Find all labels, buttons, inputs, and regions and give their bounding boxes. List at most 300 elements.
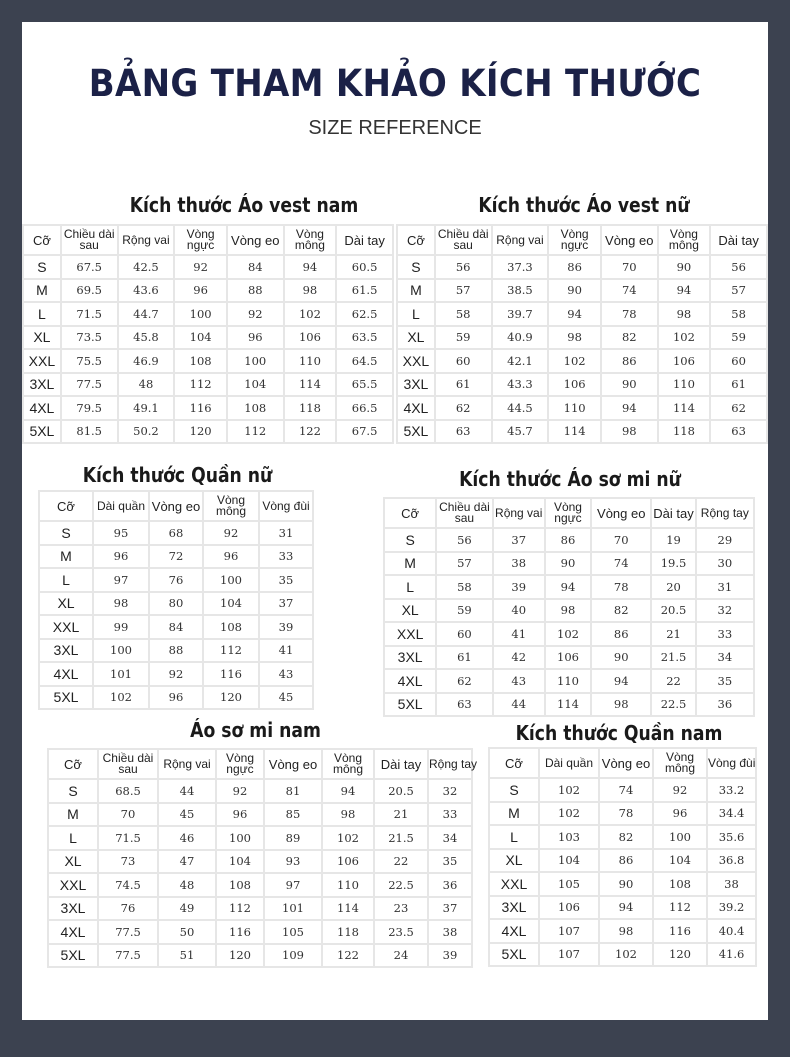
measurement-cell: 104 bbox=[204, 593, 258, 615]
measurement-cell: 102 bbox=[659, 327, 710, 349]
measurement-cell: 59 bbox=[436, 327, 491, 349]
table-row bbox=[385, 694, 753, 716]
measurement-cell: 20 bbox=[652, 576, 694, 598]
measurement-cell: 104 bbox=[228, 374, 283, 396]
measurement-cell: 102 bbox=[323, 827, 373, 849]
measurement-cell: 41.6 bbox=[708, 944, 755, 966]
measurement-cell: 98 bbox=[659, 303, 710, 325]
measurement-cell: 64.5 bbox=[337, 350, 392, 372]
table-header-row bbox=[24, 226, 392, 254]
table-row bbox=[398, 350, 766, 372]
measurement-cell: 67.5 bbox=[337, 421, 392, 443]
measurement-cell: 68.5 bbox=[99, 780, 157, 802]
measurement-cell: 92 bbox=[175, 256, 226, 278]
measurement-cell: 44 bbox=[494, 694, 544, 716]
measurement-cell: 112 bbox=[228, 421, 283, 443]
size-cell: M bbox=[49, 804, 97, 826]
measurement-cell: 35 bbox=[697, 670, 753, 692]
size-cell: 3XL bbox=[24, 374, 60, 396]
size-cell: L bbox=[398, 303, 434, 325]
measurement-cell: 105 bbox=[540, 873, 598, 895]
womens-vest-table bbox=[396, 224, 768, 444]
column-header: Vòng đùi bbox=[708, 749, 755, 777]
measurement-cell: 22.5 bbox=[375, 874, 427, 896]
measurement-cell: 108 bbox=[228, 397, 283, 419]
measurement-cell: 38.5 bbox=[493, 280, 548, 302]
size-cell: 4XL bbox=[385, 670, 435, 692]
measurement-cell: 98 bbox=[323, 804, 373, 826]
measurement-cell: 94 bbox=[592, 670, 650, 692]
measurement-cell: 90 bbox=[549, 280, 600, 302]
measurement-cell: 60.5 bbox=[337, 256, 392, 278]
table-header-row bbox=[49, 750, 471, 778]
measurement-cell: 77.5 bbox=[99, 921, 157, 943]
measurement-cell: 100 bbox=[175, 303, 226, 325]
measurement-cell: 100 bbox=[94, 640, 148, 662]
column-header: Dài tay bbox=[652, 499, 694, 527]
measurement-cell: 94 bbox=[659, 280, 710, 302]
size-cell: 3XL bbox=[40, 640, 92, 662]
measurement-cell: 101 bbox=[265, 898, 321, 920]
measurement-cell: 33 bbox=[429, 804, 471, 826]
measurement-cell: 41 bbox=[260, 640, 312, 662]
measurement-cell: 86 bbox=[600, 850, 652, 872]
measurement-cell: 90 bbox=[592, 647, 650, 669]
measurement-cell: 101 bbox=[94, 663, 148, 685]
measurement-cell: 118 bbox=[323, 921, 373, 943]
measurement-cell: 110 bbox=[546, 670, 590, 692]
measurement-cell: 94 bbox=[285, 256, 336, 278]
column-header: Chiều dài sau bbox=[439, 500, 490, 525]
size-cell: M bbox=[385, 553, 435, 575]
measurement-cell: 100 bbox=[204, 569, 258, 591]
mens-vest-title: Kích thước Áo vest nam bbox=[129, 193, 359, 217]
measurement-cell: 102 bbox=[540, 779, 598, 801]
measurement-cell: 70 bbox=[602, 256, 657, 278]
measurement-cell: 44 bbox=[159, 780, 215, 802]
measurement-cell: 90 bbox=[602, 374, 657, 396]
measurement-cell: 21.5 bbox=[375, 827, 427, 849]
measurement-cell: 96 bbox=[228, 327, 283, 349]
measurement-cell: 21 bbox=[375, 804, 427, 826]
measurement-cell: 96 bbox=[204, 546, 258, 568]
measurement-cell: 46 bbox=[159, 827, 215, 849]
measurement-cell: 106 bbox=[285, 327, 336, 349]
measurement-cell: 96 bbox=[654, 803, 706, 825]
measurement-cell: 73 bbox=[99, 851, 157, 873]
table-header-row bbox=[398, 226, 766, 254]
measurement-cell: 103 bbox=[540, 826, 598, 848]
measurement-cell: 108 bbox=[204, 616, 258, 638]
column-header: Vòng eo bbox=[228, 226, 283, 254]
mens-shirt-title: Áo sơ mi nam bbox=[190, 718, 321, 742]
size-cell: 3XL bbox=[398, 374, 434, 396]
measurement-cell: 50.2 bbox=[119, 421, 174, 443]
measurement-cell: 90 bbox=[659, 256, 710, 278]
table-row bbox=[49, 874, 471, 896]
measurement-cell: 47 bbox=[159, 851, 215, 873]
measurement-cell: 41 bbox=[494, 623, 544, 645]
table-row bbox=[385, 553, 753, 575]
measurement-cell: 82 bbox=[592, 600, 650, 622]
measurement-cell: 102 bbox=[94, 687, 148, 709]
column-header: Rộng vai bbox=[119, 226, 174, 254]
measurement-cell: 20.5 bbox=[652, 600, 694, 622]
size-cell: XL bbox=[24, 327, 60, 349]
column-header: Vòng mông bbox=[654, 749, 706, 777]
measurement-cell: 30 bbox=[697, 553, 753, 575]
measurement-cell: 74 bbox=[602, 280, 657, 302]
size-cell: S bbox=[385, 529, 435, 551]
measurement-cell: 114 bbox=[285, 374, 336, 396]
size-cell: M bbox=[490, 803, 538, 825]
measurement-cell: 63.5 bbox=[337, 327, 392, 349]
measurement-cell: 69.5 bbox=[62, 280, 117, 302]
table-row bbox=[490, 803, 755, 825]
measurement-cell: 32 bbox=[697, 600, 753, 622]
size-cell: L bbox=[24, 303, 60, 325]
table-row bbox=[490, 944, 755, 966]
column-header: Cỡ bbox=[24, 226, 60, 254]
measurement-cell: 43.6 bbox=[119, 280, 174, 302]
measurement-cell: 104 bbox=[540, 850, 598, 872]
column-header: Dài tay bbox=[711, 226, 766, 254]
table-row bbox=[24, 397, 392, 419]
measurement-cell: 19.5 bbox=[652, 553, 694, 575]
measurement-cell: 102 bbox=[546, 623, 590, 645]
measurement-cell: 108 bbox=[175, 350, 226, 372]
column-header: Vòng ngực bbox=[546, 499, 590, 527]
measurement-cell: 102 bbox=[285, 303, 336, 325]
size-cell: 3XL bbox=[385, 647, 435, 669]
measurement-cell: 36 bbox=[429, 874, 471, 896]
measurement-cell: 98 bbox=[546, 600, 590, 622]
table-row bbox=[398, 303, 766, 325]
measurement-cell: 112 bbox=[217, 898, 263, 920]
size-cell: 5XL bbox=[49, 945, 97, 967]
measurement-cell: 108 bbox=[654, 873, 706, 895]
measurement-cell: 114 bbox=[549, 421, 600, 443]
measurement-cell: 112 bbox=[175, 374, 226, 396]
size-cell: XXL bbox=[385, 623, 435, 645]
measurement-cell: 22 bbox=[652, 670, 694, 692]
column-header: Vòng eo bbox=[592, 499, 650, 527]
measurement-cell: 34.4 bbox=[708, 803, 755, 825]
size-cell: 3XL bbox=[49, 898, 97, 920]
size-cell: 4XL bbox=[24, 397, 60, 419]
measurement-cell: 22.5 bbox=[652, 694, 694, 716]
measurement-cell: 114 bbox=[546, 694, 590, 716]
measurement-cell: 70 bbox=[592, 529, 650, 551]
measurement-cell: 98 bbox=[285, 280, 336, 302]
measurement-cell: 60 bbox=[711, 350, 766, 372]
measurement-cell: 58 bbox=[437, 576, 491, 598]
size-cell: 5XL bbox=[24, 421, 60, 443]
size-cell: 5XL bbox=[490, 944, 538, 966]
measurement-cell: 67.5 bbox=[62, 256, 117, 278]
measurement-cell: 31 bbox=[697, 576, 753, 598]
measurement-cell: 66.5 bbox=[337, 397, 392, 419]
measurement-cell: 82 bbox=[602, 327, 657, 349]
measurement-cell: 116 bbox=[217, 921, 263, 943]
measurement-cell: 100 bbox=[217, 827, 263, 849]
measurement-cell: 57 bbox=[436, 280, 491, 302]
column-header: Rộng vai bbox=[494, 499, 544, 527]
measurement-cell: 20.5 bbox=[375, 780, 427, 802]
measurement-cell: 46.9 bbox=[119, 350, 174, 372]
table-row bbox=[385, 623, 753, 645]
table-row bbox=[24, 256, 392, 278]
mens-trousers-table bbox=[488, 747, 757, 967]
womens-trousers-table bbox=[38, 490, 314, 710]
measurement-cell: 89 bbox=[265, 827, 321, 849]
measurement-cell: 98 bbox=[94, 593, 148, 615]
measurement-cell: 59 bbox=[437, 600, 491, 622]
measurement-cell: 21 bbox=[652, 623, 694, 645]
column-header: Rộng tay bbox=[429, 750, 471, 778]
measurement-cell: 93 bbox=[265, 851, 321, 873]
size-cell: S bbox=[40, 522, 92, 544]
measurement-cell: 73.5 bbox=[62, 327, 117, 349]
table-row bbox=[49, 804, 471, 826]
measurement-cell: 60 bbox=[436, 350, 491, 372]
measurement-cell: 61 bbox=[437, 647, 491, 669]
measurement-cell: 37 bbox=[494, 529, 544, 551]
measurement-cell: 62 bbox=[437, 670, 491, 692]
measurement-cell: 32 bbox=[429, 780, 471, 802]
measurement-cell: 100 bbox=[654, 826, 706, 848]
measurement-cell: 106 bbox=[540, 897, 598, 919]
size-cell: XL bbox=[40, 593, 92, 615]
measurement-cell: 114 bbox=[659, 397, 710, 419]
table-row bbox=[398, 374, 766, 396]
measurement-cell: 74 bbox=[600, 779, 652, 801]
column-header: Dài quần bbox=[94, 492, 148, 520]
measurement-cell: 29 bbox=[697, 529, 753, 551]
measurement-cell: 61 bbox=[711, 374, 766, 396]
measurement-cell: 50 bbox=[159, 921, 215, 943]
measurement-cell: 71.5 bbox=[62, 303, 117, 325]
measurement-cell: 35 bbox=[260, 569, 312, 591]
measurement-cell: 84 bbox=[150, 616, 202, 638]
mens-vest-table bbox=[22, 224, 394, 444]
measurement-cell: 112 bbox=[204, 640, 258, 662]
size-cell: L bbox=[490, 826, 538, 848]
measurement-cell: 40.4 bbox=[708, 920, 755, 942]
measurement-cell: 62 bbox=[711, 397, 766, 419]
measurement-cell: 78 bbox=[602, 303, 657, 325]
size-cell: L bbox=[40, 569, 92, 591]
table-row bbox=[40, 522, 312, 544]
measurement-cell: 92 bbox=[217, 780, 263, 802]
measurement-cell: 22 bbox=[375, 851, 427, 873]
measurement-cell: 94 bbox=[549, 303, 600, 325]
table-row bbox=[398, 397, 766, 419]
measurement-cell: 42 bbox=[494, 647, 544, 669]
size-cell: 4XL bbox=[49, 921, 97, 943]
measurement-cell: 81 bbox=[265, 780, 321, 802]
column-header: Chiều dài sau bbox=[99, 750, 157, 778]
measurement-cell: 56 bbox=[437, 529, 491, 551]
measurement-cell: 49.1 bbox=[119, 397, 174, 419]
measurement-cell: 39 bbox=[494, 576, 544, 598]
measurement-cell: 43.3 bbox=[493, 374, 548, 396]
measurement-cell: 38 bbox=[429, 921, 471, 943]
table-header-row bbox=[385, 499, 753, 527]
measurement-cell: 102 bbox=[600, 944, 652, 966]
table-row bbox=[40, 663, 312, 685]
measurement-cell: 39 bbox=[429, 945, 471, 967]
measurement-cell: 96 bbox=[217, 804, 263, 826]
measurement-cell: 107 bbox=[540, 944, 598, 966]
mens-trousers-title: Kích thước Quần nam bbox=[515, 721, 723, 745]
column-header: Vòng ngực bbox=[175, 226, 226, 254]
measurement-cell: 106 bbox=[549, 374, 600, 396]
table-row bbox=[398, 256, 766, 278]
measurement-cell: 112 bbox=[654, 897, 706, 919]
table-row bbox=[385, 529, 753, 551]
measurement-cell: 60 bbox=[437, 623, 491, 645]
measurement-cell: 120 bbox=[175, 421, 226, 443]
size-cell: XXL bbox=[398, 350, 434, 372]
measurement-cell: 95 bbox=[94, 522, 148, 544]
measurement-cell: 118 bbox=[659, 421, 710, 443]
measurement-cell: 37.3 bbox=[493, 256, 548, 278]
measurement-cell: 42.1 bbox=[493, 350, 548, 372]
measurement-cell: 100 bbox=[228, 350, 283, 372]
column-header: Vòng eo bbox=[600, 749, 652, 777]
measurement-cell: 98 bbox=[600, 920, 652, 942]
table-row bbox=[385, 647, 753, 669]
measurement-cell: 35.6 bbox=[708, 826, 755, 848]
table-row bbox=[40, 546, 312, 568]
table-row bbox=[40, 593, 312, 615]
measurement-cell: 114 bbox=[323, 898, 373, 920]
measurement-cell: 109 bbox=[265, 945, 321, 967]
measurement-cell: 23.5 bbox=[375, 921, 427, 943]
table-row bbox=[385, 576, 753, 598]
measurement-cell: 120 bbox=[654, 944, 706, 966]
table-row bbox=[398, 327, 766, 349]
size-cell: L bbox=[49, 827, 97, 849]
column-header: Chiều dài sau bbox=[436, 226, 491, 254]
column-header: Vòng eo bbox=[602, 226, 657, 254]
measurement-cell: 45 bbox=[260, 687, 312, 709]
measurement-cell: 85 bbox=[265, 804, 321, 826]
table-header-row bbox=[40, 492, 312, 520]
measurement-cell: 108 bbox=[217, 874, 263, 896]
table-row bbox=[49, 921, 471, 943]
measurement-cell: 23 bbox=[375, 898, 427, 920]
measurement-cell: 43 bbox=[260, 663, 312, 685]
table-row bbox=[385, 600, 753, 622]
table-row bbox=[24, 303, 392, 325]
measurement-cell: 79.5 bbox=[62, 397, 117, 419]
measurement-cell: 110 bbox=[323, 874, 373, 896]
column-header: Rộng tay bbox=[697, 499, 753, 527]
table-row bbox=[49, 780, 471, 802]
measurement-cell: 77.5 bbox=[62, 374, 117, 396]
measurement-cell: 88 bbox=[228, 280, 283, 302]
measurement-cell: 92 bbox=[228, 303, 283, 325]
size-cell: XXL bbox=[40, 616, 92, 638]
measurement-cell: 63 bbox=[437, 694, 491, 716]
measurement-cell: 57 bbox=[437, 553, 491, 575]
measurement-cell: 104 bbox=[217, 851, 263, 873]
table-row bbox=[385, 670, 753, 692]
measurement-cell: 34 bbox=[429, 827, 471, 849]
measurement-cell: 92 bbox=[654, 779, 706, 801]
measurement-cell: 118 bbox=[285, 397, 336, 419]
measurement-cell: 62 bbox=[436, 397, 491, 419]
measurement-cell: 86 bbox=[549, 256, 600, 278]
measurement-cell: 63 bbox=[436, 421, 491, 443]
measurement-cell: 65.5 bbox=[337, 374, 392, 396]
measurement-cell: 38 bbox=[494, 553, 544, 575]
measurement-cell: 42.5 bbox=[119, 256, 174, 278]
measurement-cell: 34 bbox=[697, 647, 753, 669]
measurement-cell: 51 bbox=[159, 945, 215, 967]
measurement-cell: 104 bbox=[175, 327, 226, 349]
measurement-cell: 94 bbox=[600, 897, 652, 919]
measurement-cell: 35 bbox=[429, 851, 471, 873]
measurement-cell: 82 bbox=[600, 826, 652, 848]
measurement-cell: 45.8 bbox=[119, 327, 174, 349]
size-cell: XL bbox=[490, 850, 538, 872]
measurement-cell: 36 bbox=[697, 694, 753, 716]
table-row bbox=[490, 873, 755, 895]
column-header: Cỡ bbox=[49, 750, 97, 778]
column-header: Vòng mông bbox=[659, 226, 710, 254]
measurement-cell: 96 bbox=[150, 687, 202, 709]
measurement-cell: 98 bbox=[602, 421, 657, 443]
table-row bbox=[40, 640, 312, 662]
column-header: Vòng đùi bbox=[260, 492, 312, 520]
measurement-cell: 74.5 bbox=[99, 874, 157, 896]
measurement-cell: 19 bbox=[652, 529, 694, 551]
measurement-cell: 122 bbox=[285, 421, 336, 443]
womens-shirt-title: Kích thước Áo sơ mi nữ bbox=[459, 467, 681, 491]
measurement-cell: 75.5 bbox=[62, 350, 117, 372]
column-header: Vòng mông bbox=[323, 750, 373, 778]
size-cell: XXL bbox=[24, 350, 60, 372]
column-header: Cỡ bbox=[40, 492, 92, 520]
measurement-cell: 94 bbox=[546, 576, 590, 598]
womens-trousers-title: Kích thước Quần nữ bbox=[82, 463, 273, 487]
measurement-cell: 33.2 bbox=[708, 779, 755, 801]
measurement-cell: 40.9 bbox=[493, 327, 548, 349]
size-cell: 4XL bbox=[398, 397, 434, 419]
measurement-cell: 68 bbox=[150, 522, 202, 544]
size-cell: 5XL bbox=[398, 421, 434, 443]
measurement-cell: 62.5 bbox=[337, 303, 392, 325]
table-row bbox=[398, 280, 766, 302]
measurement-cell: 33 bbox=[697, 623, 753, 645]
measurement-cell: 88 bbox=[150, 640, 202, 662]
measurement-cell: 39.7 bbox=[493, 303, 548, 325]
size-cell: S bbox=[490, 779, 538, 801]
measurement-cell: 39.2 bbox=[708, 897, 755, 919]
measurement-cell: 45 bbox=[159, 804, 215, 826]
measurement-cell: 61.5 bbox=[337, 280, 392, 302]
measurement-cell: 120 bbox=[204, 687, 258, 709]
size-cell: M bbox=[398, 280, 434, 302]
measurement-cell: 74 bbox=[592, 553, 650, 575]
column-header: Chiều dài sau bbox=[62, 226, 117, 254]
column-header: Cỡ bbox=[490, 749, 538, 777]
measurement-cell: 98 bbox=[592, 694, 650, 716]
measurement-cell: 99 bbox=[94, 616, 148, 638]
